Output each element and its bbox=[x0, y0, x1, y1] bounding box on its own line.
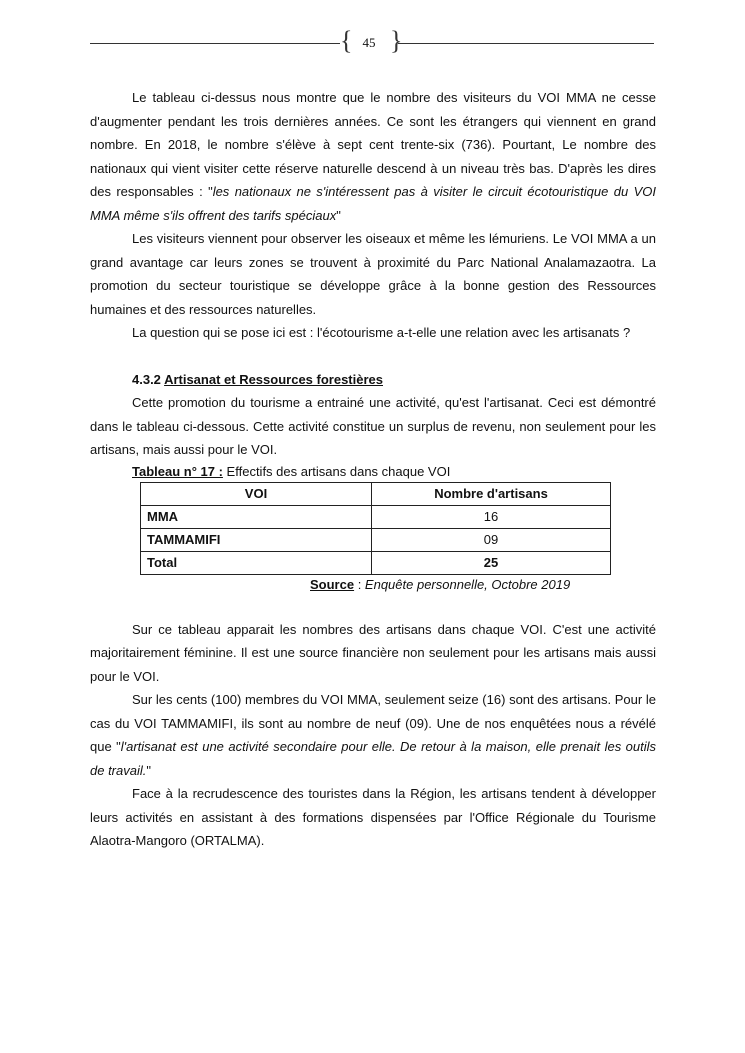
cell-count: 09 bbox=[372, 528, 611, 551]
table-source: Source : Enquête personnelle, Octobre 2019 bbox=[310, 576, 571, 592]
header-rule-left bbox=[90, 43, 340, 44]
table-row bbox=[141, 505, 611, 528]
caption-label: Tableau n° 17 : bbox=[132, 463, 223, 479]
artisans-table bbox=[140, 482, 611, 575]
heading-title: Artisanat et Ressources forestières bbox=[164, 371, 383, 387]
table-header-row bbox=[141, 482, 611, 505]
table-caption bbox=[90, 462, 656, 482]
section-heading bbox=[90, 368, 656, 392]
caption-text: Effectifs des artisans dans chaque VOI bbox=[222, 463, 451, 479]
source-text: Enquête personnelle, Octobre 2019 bbox=[364, 576, 571, 592]
page-number: 45 bbox=[362, 35, 376, 50]
paragraph-1: Le tableau ci-dessus nous montre que le nombre des visiteurs du VOI MMA ne cesse d'augmenter pendant les trois dernières années. Ce sont les étrangers qui viennent en grand nombre. En 2018, le nombre s'élève à sept cent trente-six (736). Pourtant, Le nombre des nationaux qui vient visiter cette réserve naturelle descend à un niveau très bas. D'après les dires des responsables : "les nationaux ne s'intéressent pas à visiter le circuit écotouristique du VOI MMA même s'ils offrent des tarifs spéciaux" bbox=[90, 90, 656, 223]
header-voi: VOI bbox=[141, 482, 372, 505]
paragraph-3: La question qui se pose ici est : l'écotourisme a-t-elle une relation avec les artisanats ? bbox=[132, 325, 631, 340]
left-brace-icon: { bbox=[340, 26, 353, 55]
cell-total-label: Total bbox=[141, 551, 372, 574]
right-brace-icon: } bbox=[390, 26, 403, 55]
cell-count: 16 bbox=[372, 505, 611, 528]
table-row-total bbox=[141, 551, 611, 574]
header-rule-right bbox=[398, 43, 654, 44]
cell-total-count: 25 bbox=[372, 551, 611, 574]
heading-number: 4.3.2 bbox=[132, 371, 161, 387]
table-row bbox=[141, 528, 611, 551]
header-nombre: Nombre d'artisans bbox=[372, 482, 611, 505]
source-label: Source bbox=[310, 576, 355, 592]
quote-2: l'artisanat est une activité secondaire pour elle. De retour à la maison, elle prenait les outils de travail. bbox=[90, 739, 656, 778]
paragraph-6: Sur les cents (100) membres du VOI MMA, seulement seize (16) sont des artisans. Pour le cas du VOI TAMMAMIFI, ils sont au nombre de neuf (09). Une de nos enquêtées nous a révélé que "l'artisanat est une activité secondaire pour elle. De retour à la maison, elle prenait les outils de travail." bbox=[90, 692, 656, 778]
paragraph-7: Face à la recrudescence des touristes dans la Région, les artisans tendent à développer leurs activités en assistant à des formations dispensées par l'Office Régionale du Tourisme Alaotra-Mangoro (ORTALMA). bbox=[90, 786, 656, 848]
cell-voi: TAMMAMIFI bbox=[141, 528, 372, 551]
quote-1: les nationaux ne s'intéressent pas à visiter le circuit écotouristique du VOI MMA même s'ils offrent des tarifs spéciaux bbox=[90, 184, 656, 223]
paragraph-2: Les visiteurs viennent pour observer les oiseaux et même les lémuriens. Le VOI MMA a un grand avantage car leurs zones se trouvent à proximité du Parc National Analamazaotra. La promotion du secteur touristique se développe grâce à la bonne gestion des Ressources humaines et des ressources naturelles. bbox=[90, 231, 656, 317]
paragraph-5: Sur ce tableau apparait les nombres des artisans dans chaque VOI. C'est une activité majoritairement féminine. Il est une source financière non seulement pour les artisans mais aussi pour le VOI. bbox=[90, 621, 656, 684]
document-body bbox=[90, 86, 656, 853]
paragraph-4: Cette promotion du tourisme a entrainé une activité, qu'est l'artisanat. Ceci est démontré dans le tableau ci-dessous. Cette activité constitue un surplus de revenu, non seulement pour les artisans, mais aussi pour le VOI. bbox=[90, 395, 656, 457]
cell-voi: MMA bbox=[141, 505, 372, 528]
